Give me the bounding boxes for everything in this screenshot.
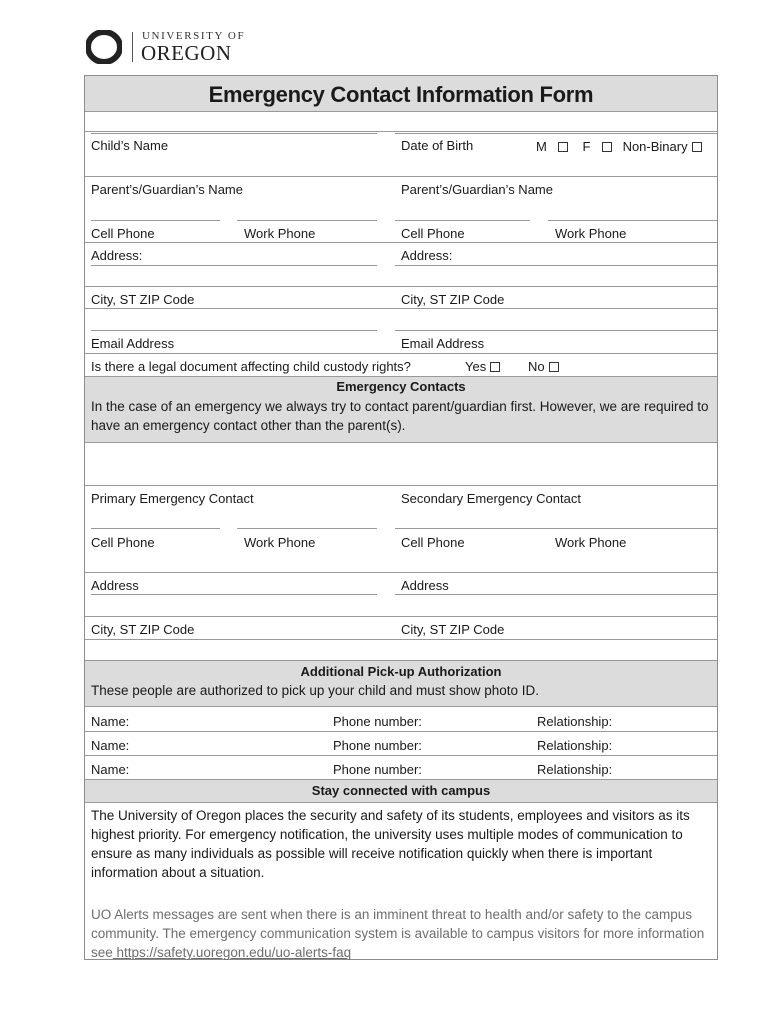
divider [85,131,717,132]
custody-yes-label: Yes [465,359,487,374]
emergency-description: In the case of an emergency we always try to contact parent/guardian first. However, we are required to have an emergency contact other than the parent(s). [91,399,709,433]
pickup3-name-label: Name: [91,762,130,777]
secondary-work-label: Work Phone [555,535,627,550]
gender-options [536,139,702,155]
divider [85,706,717,707]
secondary-address-label: Address [401,578,449,593]
campus-paragraph-1: The University of Oregon places the security and safety of its students, employees and visitors as its highest priority. For emergency notification, the university uses multiple modes of communication to ensure as many individuals as possible will receive notification quickly when there is important information about a situation. [91,808,690,880]
guardian2-email-label: Email Address [401,336,485,351]
secondary-contact-line[interactable] [395,485,717,486]
childs-name-line[interactable] [91,133,377,134]
pickup3-phone-label: Phone number: [333,762,422,777]
emergency-contact-form [84,75,718,960]
gender-f-checkbox[interactable] [602,142,612,152]
primary-city-label: City, ST ZIP Code [91,622,195,637]
divider [85,353,717,354]
logo-line-1: UNIVERSITY OF [142,30,246,42]
gender-nb-label: Non-Binary [622,139,688,154]
guardian2-cell-line[interactable] [395,220,530,221]
primary-contact-line[interactable] [91,485,377,486]
campus-heading: Stay connected with campus [311,783,491,798]
guardian1-name-label: Parent’s/Guardian’s Name [91,182,243,197]
divider [85,616,717,617]
primary-cell-line[interactable] [91,528,220,529]
guardian1-address-label: Address: [91,248,143,263]
pickup1-phone-label: Phone number: [333,714,422,729]
custody-question: Is there a legal document affecting child custody rights? [91,359,411,374]
secondary-cell-label: Cell Phone [401,535,465,550]
divider [85,779,717,780]
campus-paragraph-2-text: UO Alerts messages are sent when there is an imminent threat to health and/or safety to the campus community. The emergency communication system is available to campus visitors for more information see [91,907,705,960]
pickup3-relationship-label: Relationship: [537,762,613,777]
guardian1-email-label: Email Address [91,336,175,351]
divider [85,572,717,573]
oregon-o-icon [86,30,122,64]
gender-m-checkbox[interactable] [558,142,568,152]
primary-address-label: Address [91,578,139,593]
dob-line[interactable] [395,133,717,134]
guardian1-email-line[interactable] [91,330,377,331]
divider [85,286,717,287]
guardian1-work-line[interactable] [237,220,377,221]
custody-no-label: No [528,359,545,374]
emergency-heading: Emergency Contacts [336,379,466,394]
secondary-city-label: City, ST ZIP Code [401,622,505,637]
guardian2-name-label: Parent’s/Guardian’s Name [401,182,553,197]
pickup-heading: Additional Pick-up Authorization [300,664,502,679]
pickup2-relationship-label: Relationship: [537,738,613,753]
pickup1-relationship-label: Relationship: [537,714,613,729]
primary-cell-label: Cell Phone [91,535,155,550]
secondary-address-line[interactable] [395,594,717,595]
guardian2-email-line[interactable] [395,330,717,331]
form-title: Emergency Contact Information Form [208,82,594,107]
divider [85,242,717,243]
pickup2-name-label: Name: [91,738,130,753]
guardian2-city-label: City, ST ZIP Code [401,292,505,307]
pickup2-phone-label: Phone number: [333,738,422,753]
gender-nb-checkbox[interactable] [692,142,702,152]
guardian1-city-label: City, ST ZIP Code [91,292,195,307]
divider [85,111,717,112]
primary-work-line[interactable] [237,528,377,529]
uo-alerts-link[interactable]: https://safety.uoregon.edu/uo-alerts-faq [112,945,352,960]
primary-contact-label: Primary Emergency Contact [91,491,254,506]
custody-yes-checkbox[interactable] [490,362,500,372]
divider [85,755,717,756]
divider [85,639,717,640]
primary-work-label: Work Phone [244,535,316,550]
guardian1-work-label: Work Phone [244,226,316,241]
guardian1-cell-label: Cell Phone [91,226,155,241]
childs-name-label: Child’s Name [91,138,169,153]
primary-address-line[interactable] [91,594,377,595]
gender-m-label: M [536,139,547,154]
guardian1-address-line[interactable] [91,265,377,266]
dob-label: Date of Birth [401,138,474,153]
custody-no-checkbox[interactable] [549,362,559,372]
divider [85,308,717,309]
secondary-phone-line[interactable] [395,528,717,529]
divider [85,731,717,732]
guardian2-address-line[interactable] [395,265,717,266]
pickup-description: These people are authorized to pick up your child and must show photo ID. [91,683,540,698]
pickup1-name-label: Name: [91,714,130,729]
logo-line-2: OREGON [141,41,232,65]
logo-divider [132,32,133,62]
guardian2-work-line[interactable] [548,220,717,221]
secondary-contact-label: Secondary Emergency Contact [401,491,581,506]
divider [85,176,717,177]
campus-paragraph-2 [91,905,715,962]
guardian2-address-label: Address: [401,248,453,263]
gender-f-label: F [582,139,591,154]
custody-no [528,359,559,375]
guardian2-cell-label: Cell Phone [401,226,465,241]
guardian2-work-label: Work Phone [555,226,627,241]
divider [85,442,717,443]
custody-yes [465,359,500,375]
divider [85,660,717,661]
guardian1-cell-line[interactable] [91,220,220,221]
divider [85,802,717,803]
divider [85,376,717,377]
